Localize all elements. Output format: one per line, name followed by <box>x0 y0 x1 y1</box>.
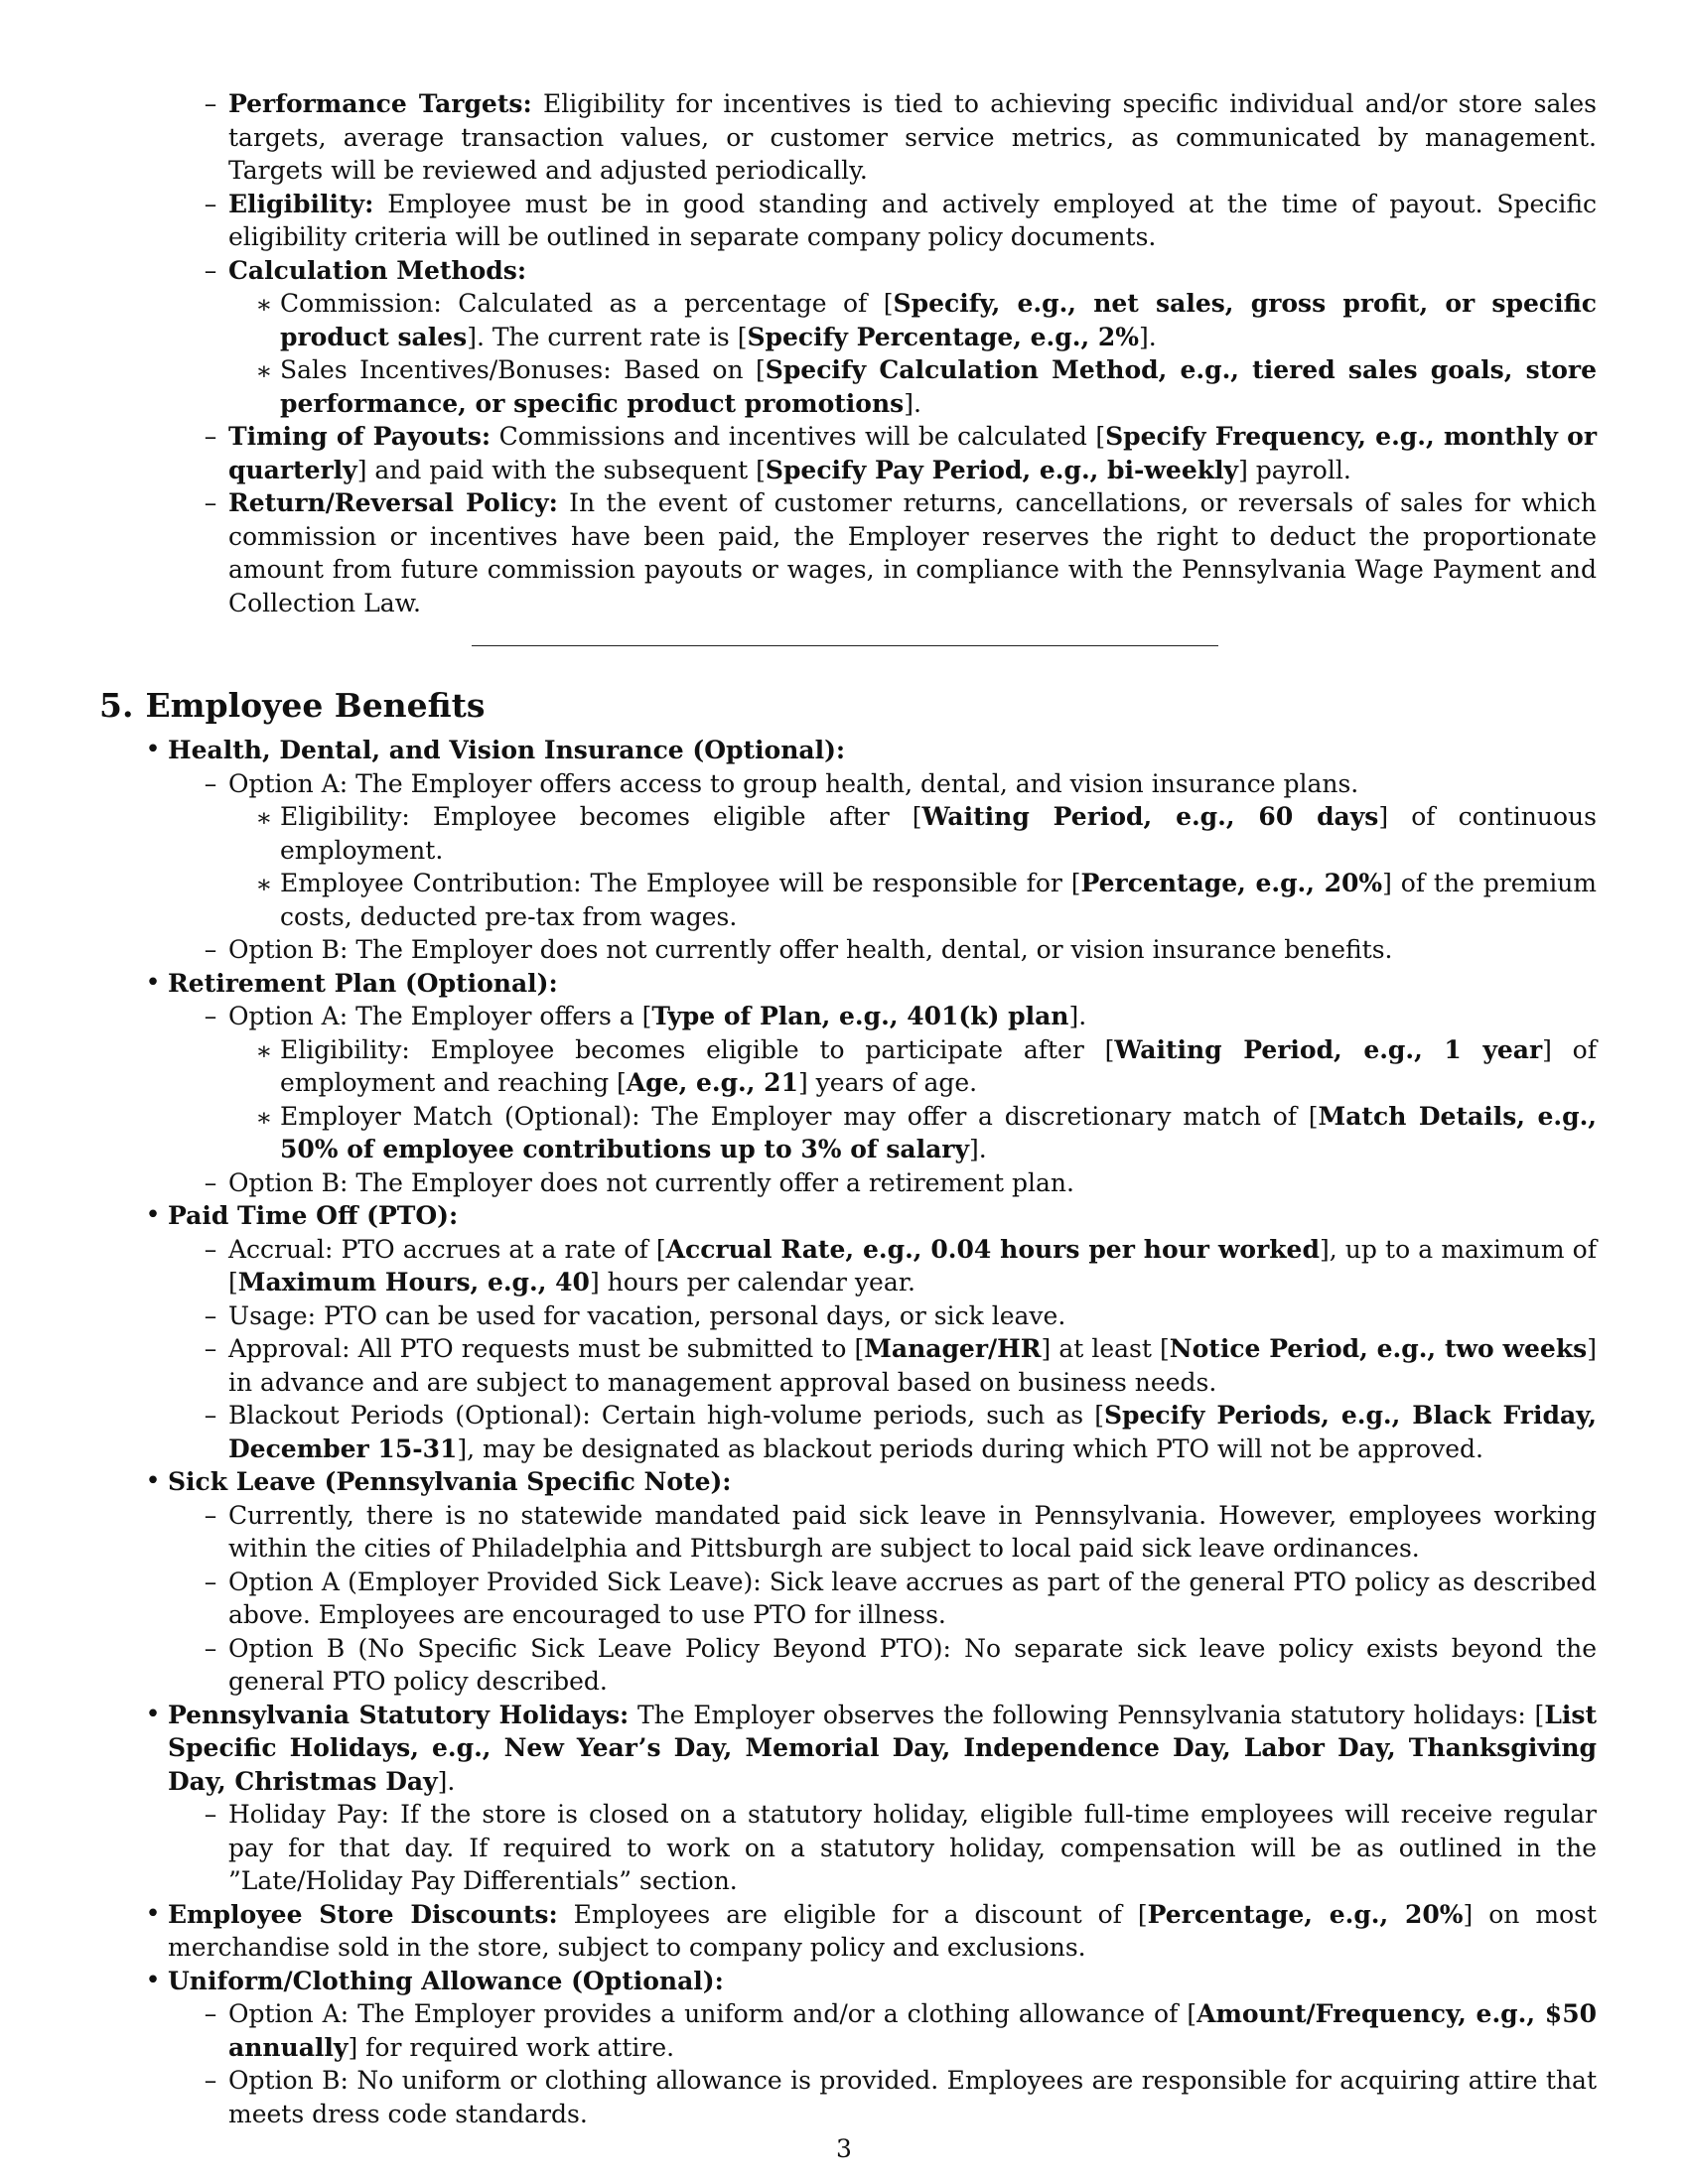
bullet-marker: • <box>145 1898 161 1929</box>
item-label: Pennsylvania Statutory Holidays: <box>168 1700 630 1729</box>
pto-usage: – Usage: PTO can be used for vacation, personal days, or sick leave. <box>228 1299 1597 1333</box>
item-label: Timing of Payouts: <box>228 422 492 451</box>
return-reversal-policy-item: – Return/Reversal Policy: In the event of customer returns, cancellations, or reversals of sales for which commission or incentives have been paid, the Employer reserves the right to deduct the proportionate amount from future commission payouts or wages, in compliance with the Pennsylvania Wage Payment and Collection Law. <box>228 486 1597 619</box>
bullet-marker: • <box>145 1466 161 1496</box>
uniform-allowance-item <box>145 1965 1597 1998</box>
retirement-eligibility: ∗ Eligibility: Employee becomes eligible to participate after [Waiting Period, e.g., 1 year] of employment and reaching [Age, e.g., 21] years of age. <box>280 1033 1597 1100</box>
dash-marker: – <box>204 935 217 964</box>
calculation-methods-item <box>204 254 1597 288</box>
bullet-marker: • <box>145 967 161 998</box>
health-eligibility: ∗ Eligibility: Employee becomes eligible after [Waiting Period, e.g., 60 days] of continuous employment. <box>280 800 1597 867</box>
pto-item <box>145 1199 1597 1233</box>
item-label: Return/Reversal Policy: <box>228 488 558 517</box>
bullet-marker: • <box>145 1200 161 1230</box>
store-discounts-item: • Employee Store Discounts: Employees are eligible for a discount of [Percentage, e.g., 20%] on most merchandise sold in the store, subject to company policy and exclusions. <box>168 1898 1597 1965</box>
incentives-calc-item: ∗ Sales Incentives/Bonuses: Based on [Specify Calculation Method, e.g., tiered sales goals, store performance, or specific product promotions]. <box>280 353 1597 420</box>
star-marker: ∗ <box>255 1102 273 1132</box>
bullet-marker: • <box>145 1965 161 1995</box>
health-option-b: – Option B: The Employer does not currently offer health, dental, or vision insurance benefits. <box>228 933 1597 967</box>
bullet-marker: • <box>145 1699 161 1729</box>
dash-marker: – <box>204 89 217 118</box>
section-number: 5. <box>99 686 134 725</box>
star-marker: ∗ <box>255 1035 273 1065</box>
sick-leave-note: – Currently, there is no statewide mandated paid sick leave in Pennsylvania. However, employees working within the cities of Philadelphia and Pittsburgh are subject to local paid sick leave ordinances. <box>228 1499 1597 1566</box>
dash-marker: – <box>204 255 217 285</box>
star-marker: ∗ <box>255 803 273 832</box>
dash-marker: – <box>204 422 217 451</box>
sick-leave-option-a: – Option A (Employer Provided Sick Leave): Sick leave accrues as part of the general PTO policy as described above. Employees are encouraged to use PTO for illness. <box>228 1566 1597 1632</box>
dash-marker: – <box>204 1002 217 1030</box>
dash-marker: – <box>204 1633 217 1663</box>
dash-marker: – <box>204 768 217 798</box>
statutory-holidays-item: • Pennsylvania Statutory Holidays: The Employer observes the following Pennsylvania statutory holidays: [List Specific Holidays, e.g., New Year’s Day, Memorial Day, Independence Day, Labor Day, Thanksgiving Day, Christmas Day]. <box>168 1699 1597 1799</box>
dash-marker: – <box>204 2066 217 2095</box>
performance-targets-item: – Performance Targets: Eligibility for incentives is tied to achieving specific individual and/or store sales targets, average transaction values, or customer service metrics, as communicated by management. Targets will be reviewed and adjusted periodically. <box>228 87 1597 188</box>
commission-calc-item: ∗ Commission: Calculated as a percentage of [Specify, e.g., net sales, gross profit, or specific product sales]. The current rate is [Specify Percentage, e.g., 2%]. <box>280 287 1597 353</box>
star-marker: ∗ <box>255 290 273 319</box>
retirement-employer-match: ∗ Employer Match (Optional): The Employer may offer a discretionary match of [Match Details, e.g., 50% of employee contributions up to 3% of salary]. <box>280 1100 1597 1166</box>
page-content <box>0 87 1688 2130</box>
pto-accrual: – Accrual: PTO accrues at a rate of [Accrual Rate, e.g., 0.04 hours per hour worked], up to a maximum of [Maximum Hours, e.g., 40] hours per calendar year. <box>228 1233 1597 1299</box>
health-insurance-item <box>145 734 1597 767</box>
retirement-plan-item <box>145 967 1597 1001</box>
item-label: Eligibility: <box>228 189 374 218</box>
section-divider <box>472 645 1218 646</box>
dash-marker: – <box>204 1334 217 1363</box>
holiday-pay: – Holiday Pay: If the store is closed on a statutory holiday, eligible full-time employees will receive regular pay for that day. If required to work on a statutory holiday, compensation will be as outlined in the ”Late/Holiday Pay Differentials” section. <box>228 1798 1597 1898</box>
dash-marker: – <box>204 1300 217 1330</box>
item-label: Paid Time Off (PTO): <box>168 1201 459 1230</box>
item-label: Retirement Plan (Optional): <box>168 968 558 998</box>
sick-leave-item <box>145 1465 1597 1499</box>
health-option-a: – Option A: The Employer offers access to group health, dental, and vision insurance plans. <box>228 767 1597 801</box>
pto-approval: – Approval: All PTO requests must be submitted to [Manager/HR] at least [Notice Period, e.g., two weeks] in advance and are subject to management approval based on business needs. <box>228 1332 1597 1399</box>
dash-marker: – <box>204 189 217 218</box>
dash-marker: – <box>204 1167 217 1197</box>
page-number: 3 <box>836 2134 852 2163</box>
dash-marker: – <box>204 1800 217 1829</box>
dash-marker: – <box>204 1401 217 1430</box>
item-label: Uniform/Clothing Allowance (Optional): <box>168 1966 724 1995</box>
health-contribution: ∗ Employee Contribution: The Employee will be responsible for [Percentage, e.g., 20%] of the premium costs, deducted pre-tax from wages. <box>280 867 1597 933</box>
item-label: Performance Targets: <box>228 89 532 118</box>
retirement-option-a: – Option A: The Employer offers a [Type of Plan, e.g., 401(k) plan]. <box>228 1000 1597 1033</box>
uniform-option-b: – Option B: No uniform or clothing allowance is provided. Employees are responsible for acquiring attire that meets dress code standards. <box>228 2064 1597 2130</box>
sick-leave-option-b: – Option B (No Specific Sick Leave Policy Beyond PTO): No separate sick leave policy exists beyond the general PTO policy described. <box>228 1632 1597 1699</box>
dash-marker: – <box>204 1999 217 2028</box>
star-marker: ∗ <box>255 870 273 898</box>
dash-marker: – <box>204 488 217 517</box>
section-heading <box>99 686 1688 726</box>
retirement-option-b: – Option B: The Employer does not currently offer a retirement plan. <box>228 1166 1597 1200</box>
section-title: Employee Benefits <box>145 686 486 725</box>
timing-of-payouts-item: – Timing of Payouts: Commissions and incentives will be calculated [Specify Frequency, e.g., monthly or quarterly] and paid with the subsequent [Specify Pay Period, e.g., bi-weekly] payroll. <box>228 420 1597 486</box>
dash-marker: – <box>204 1567 217 1596</box>
item-label: Employee Store Discounts: <box>168 1899 558 1929</box>
dash-marker: – <box>204 1500 217 1530</box>
star-marker: ∗ <box>255 356 273 385</box>
bullet-marker: • <box>145 735 161 764</box>
item-label: Health, Dental, and Vision Insurance (Optional): <box>168 736 846 764</box>
dash-marker: – <box>204 1234 217 1264</box>
uniform-option-a: – Option A: The Employer provides a uniform and/or a clothing allowance of [Amount/Frequency, e.g., $50 annually] for required work attire. <box>228 1997 1597 2064</box>
item-label: Calculation Methods: <box>228 255 527 285</box>
eligibility-item: – Eligibility: Employee must be in good standing and actively employed at the time of payout. Specific eligibility criteria will be outlined in separate company policy documents. <box>228 188 1597 254</box>
item-label: Sick Leave (Pennsylvania Specific Note): <box>168 1467 732 1496</box>
pto-blackout: – Blackout Periods (Optional): Certain high-volume periods, such as [Specify Periods, e.g., Black Friday, December 15-31], may be designated as blackout periods during which PTO will not be approved. <box>228 1399 1597 1465</box>
